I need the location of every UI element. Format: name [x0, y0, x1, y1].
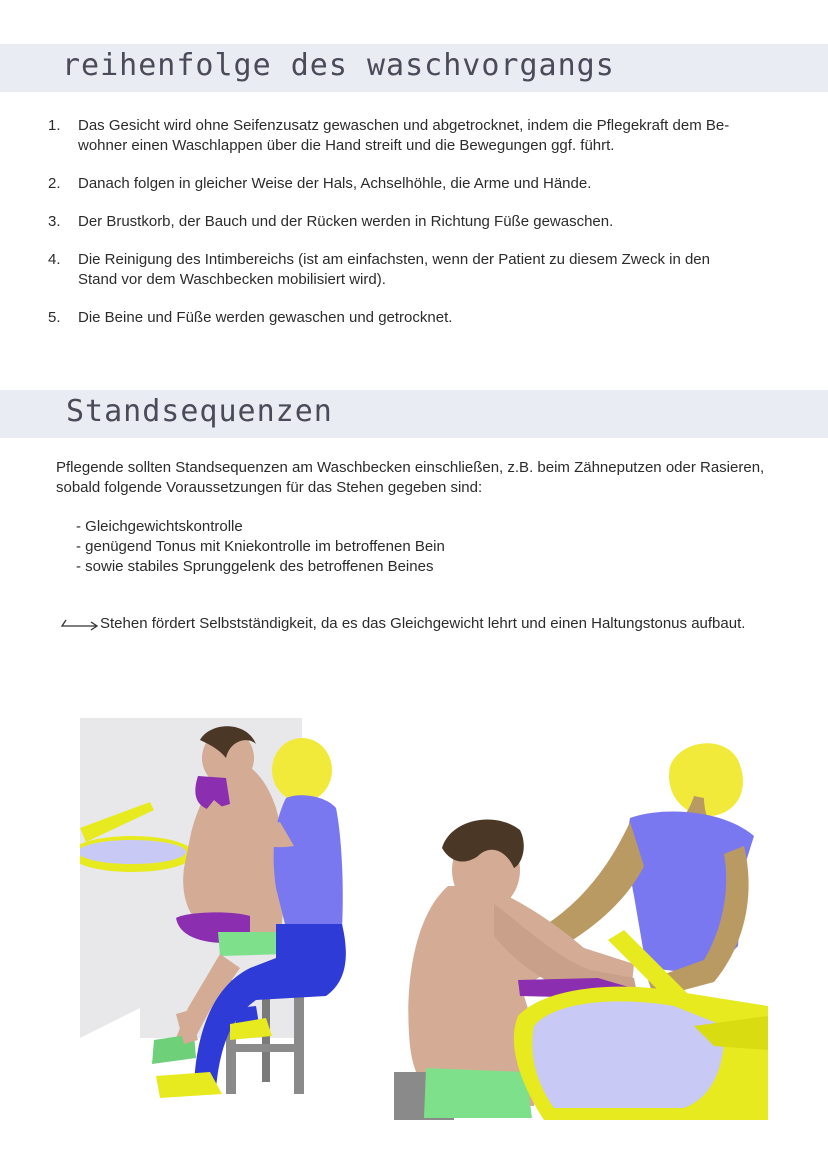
list-item	[48, 174, 748, 194]
intro-paragraph: Pflegende sollten Standsequenzen am Waschbecken einschließen, z.B. beim Zähneputzen oder Rasieren, sobald folgende Voraussetzungen für das Stehen gegeben sind:	[56, 459, 765, 496]
list-item	[48, 308, 748, 328]
note	[60, 614, 760, 634]
section-header-standsequenzen	[0, 390, 828, 438]
list-text: Die Beine und Füße werden gewaschen und getrocknet.	[78, 309, 453, 326]
list-number: 3.	[48, 213, 61, 230]
list-number: 5.	[48, 309, 61, 326]
requirements-list	[76, 517, 445, 577]
hook-arrow-icon	[60, 616, 100, 632]
list-item	[48, 212, 748, 232]
note-text: Stehen fördert Selbstständigkeit, da es das Gleichgewicht lehrt und einen Haltungstonus aufbaut.	[100, 615, 746, 632]
list-item	[48, 116, 748, 156]
list-number: 2.	[48, 175, 61, 192]
list-number: 1.	[48, 117, 61, 134]
list-text: Die Reinigung des Intimbereichs (ist am einfachsten, wenn der Patient zu diesem Zweck in den Stand vor dem Waschbecken mobilisiert wird).	[78, 251, 710, 288]
list-text: Danach folgen in gleicher Weise der Hals, Achselhöhle, die Arme und Hände.	[78, 175, 592, 192]
washing-steps-list	[48, 116, 748, 346]
illustration-seated-washing	[80, 718, 370, 1108]
list-item: - Gleichgewichtskontrolle	[76, 518, 243, 535]
list-item: - genügend Tonus mit Kniekontrolle im betroffenen Bein	[76, 538, 445, 555]
list-item: - sowie stabiles Sprunggelenk des betroffenen Beines	[76, 558, 434, 575]
list-text: Das Gesicht wird ohne Seifenzusatz gewaschen und abgetrocknet, indem die Pflegekraft dem Be- wohner einen Waschlappen über die Hand streift und die Bewegungen ggf. führt.	[78, 117, 730, 154]
section-title: Standsequenzen	[66, 394, 333, 429]
illustration-arm-washing	[394, 726, 768, 1120]
list-item	[48, 250, 748, 290]
list-text: Der Brustkorb, der Bauch und der Rücken werden in Richtung Füße gewaschen.	[78, 213, 614, 230]
list-number: 4.	[48, 251, 61, 268]
section-title: reihenfolge des waschvorgangs	[62, 48, 615, 83]
section-header-waschvorgang	[0, 44, 828, 92]
